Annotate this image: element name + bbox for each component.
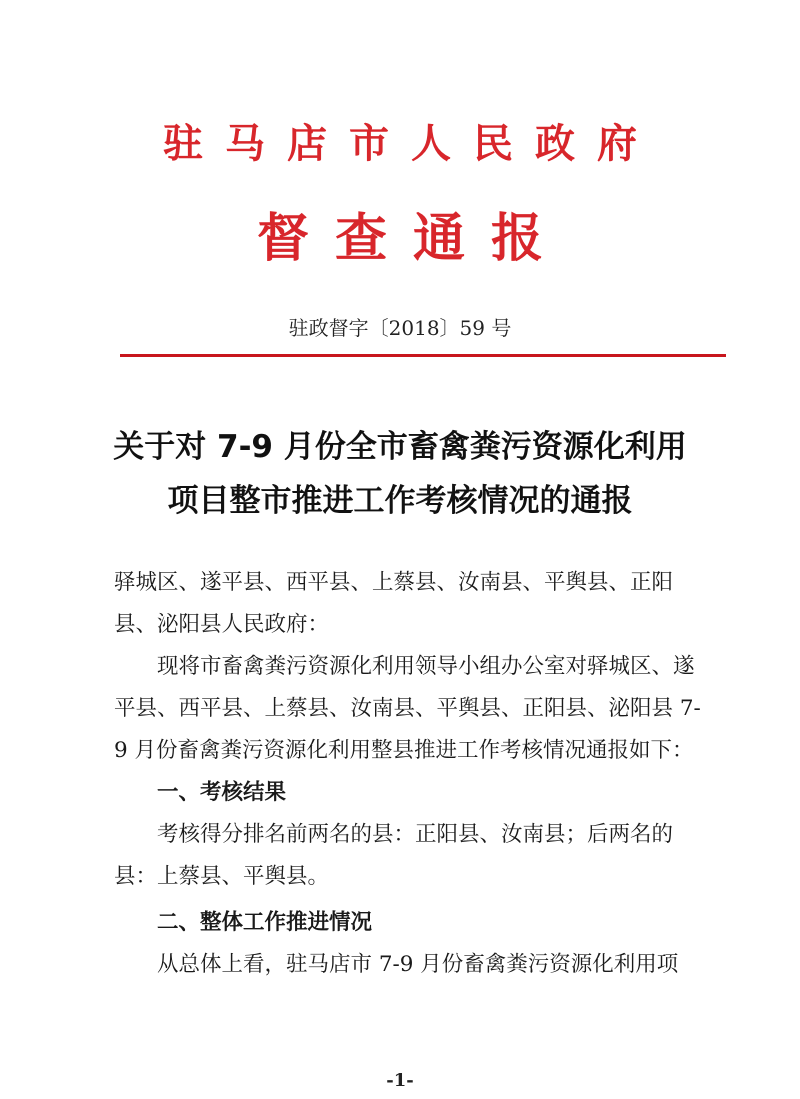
document-body <box>114 562 704 986</box>
section-1-text: 考核得分排名前两名的县：正阳县、汝南县；后两名的县：上蔡县、平舆县。 <box>114 822 674 889</box>
issuing-organization: 驻马店市人民政府 <box>163 121 659 167</box>
red-divider-line <box>120 354 726 357</box>
notice-title-line-2: 项目整市推进工作考核情况的通报 <box>167 483 633 519</box>
section-1-heading: 一、考核结果 <box>157 780 287 805</box>
recipients: 驿城区、遂平县、西平县、上蔡县、汝南县、平舆县、正阳县、泌阳县人民政府： <box>114 570 674 637</box>
intro-paragraph: 现将市畜禽粪污资源化利用领导小组办公室对驿城区、遂平县、西平县、上蔡县、汝南县、平舆县、正阳县、泌阳县 7-9 月份畜禽粪污资源化利用整县推进工作考核情况通报如下： <box>114 654 701 763</box>
notice-title <box>0 420 800 528</box>
document-number: 驻政督字〔2018〕59 号 <box>288 316 512 340</box>
section-2-text: 从总体上看，驻马店市 7-9 月份畜禽粪污资源化利用项 <box>157 952 679 977</box>
document-type: 督查通报 <box>256 209 569 269</box>
notice-title-line-1: 关于对 7-9 月份全市畜禽粪污资源化利用 <box>113 429 687 465</box>
section-2-heading: 二、整体工作推进情况 <box>157 910 373 935</box>
page-number: -1- <box>386 1070 414 1091</box>
